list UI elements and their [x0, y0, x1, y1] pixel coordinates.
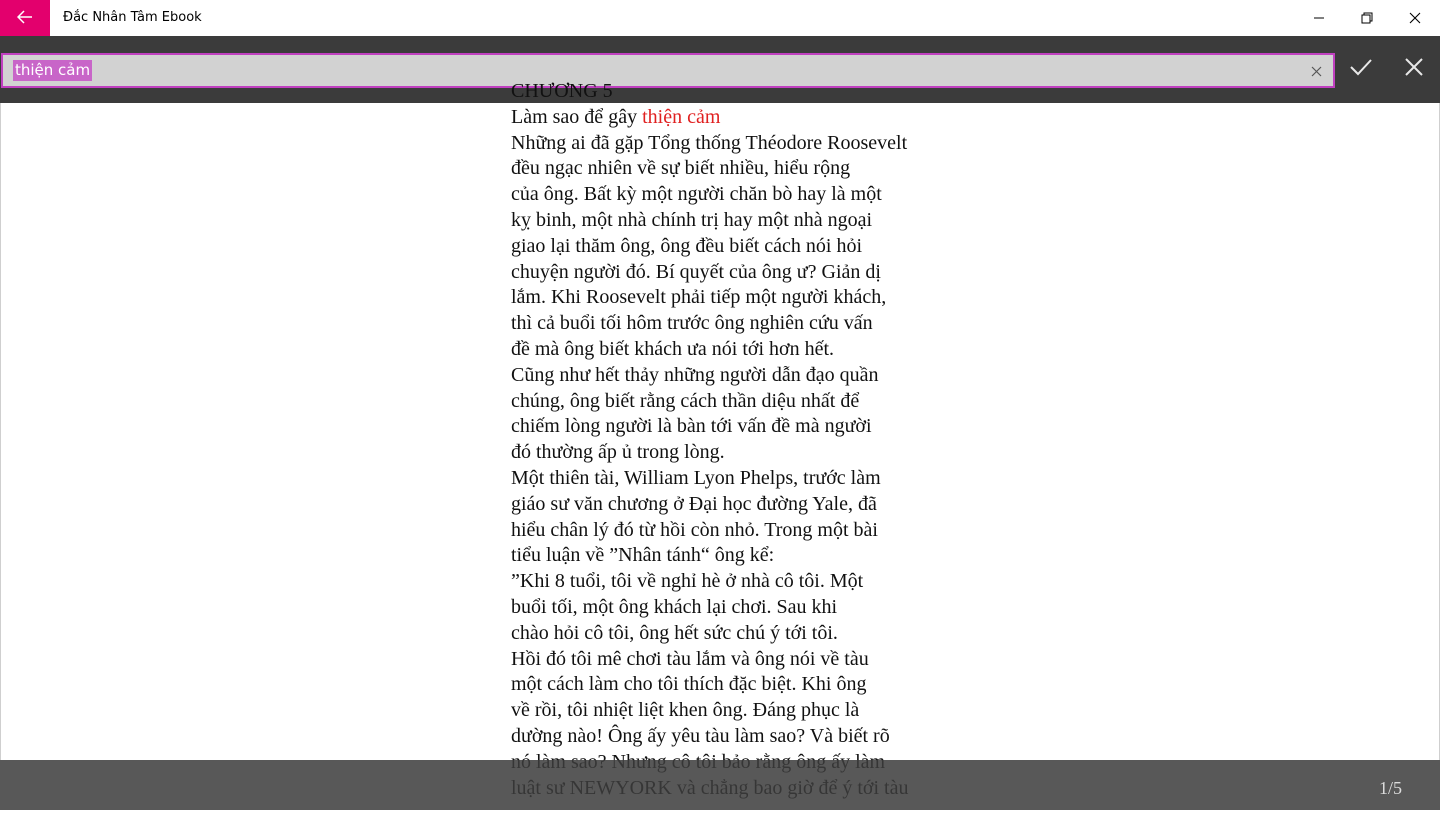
text-line: chuyện người đó. Bí quyết của ông ư? Giản dị: [511, 260, 881, 283]
text-line: đó thường ấp ủ trong lòng.: [511, 441, 725, 464]
text-line: dường nào! Ông ấy yêu tàu làm sao? Và biết rõ: [511, 724, 890, 747]
back-button[interactable]: [0, 0, 50, 36]
text-line: ”Khi 8 tuổi, tôi về nghỉ hè ở nhà cô tôi. Một: [511, 570, 864, 593]
text-line: lắm. Khi Roosevelt phải tiếp một người khách,: [511, 286, 887, 309]
text-line: buổi tối, một ông khách lại chơi. Sau khi: [511, 595, 838, 618]
back-arrow-icon: [17, 9, 33, 28]
close-window-button[interactable]: [1392, 0, 1438, 36]
text-line: đều ngạc nhiên về sự biết nhiều, hiểu rộng: [511, 157, 851, 180]
text-line: hiểu chân lý đó từ hồi còn nhỏ. Trong một bài: [511, 518, 878, 541]
text-line: Những ai đã gặp Tổng thống Théodore Roosevelt: [511, 131, 908, 154]
text-line: chiếm lòng người là bàn tới vấn đề mà người: [511, 415, 872, 438]
text-line: về rồi, tôi nhiệt liệt khen ông. Đáng phục là: [511, 699, 860, 722]
restore-icon: [1361, 9, 1373, 28]
book-text: [511, 79, 971, 801]
minimize-icon: [1313, 9, 1325, 28]
clear-search-button[interactable]: [1307, 62, 1325, 80]
text-line: tiểu luận về ”Nhân tánh“ ông kể:: [511, 544, 775, 567]
minimize-button[interactable]: [1296, 0, 1342, 36]
restore-button[interactable]: [1344, 0, 1390, 36]
page-indicator: 1/5: [1378, 778, 1402, 798]
text-line: giáo sư văn chương ở Đại học đường Yale, đã: [511, 492, 877, 515]
close-search-button[interactable]: [1397, 54, 1431, 84]
text-line: chúng, ông biết rằng cách thần diệu nhất để: [511, 389, 860, 412]
checkmark-icon: [1350, 58, 1372, 80]
text-line: đề mà ông biết khách ưa nói tới hơn hết.: [511, 337, 835, 360]
text-line: Hồi đó tôi mê chơi tàu lắm và ông nói về tàu: [511, 647, 869, 670]
heading-text: Làm sao để gây: [511, 105, 643, 128]
search-input-value: thiện cảm: [15, 61, 91, 79]
close-icon: [1409, 9, 1421, 28]
text-line: một cách làm cho tôi thích đặc biệt. Khi ông: [511, 673, 867, 696]
reading-page[interactable]: [0, 80, 1440, 760]
text-line: của ông. Bất kỳ một người chăn bò hay là một: [511, 183, 882, 206]
clear-icon: [1311, 62, 1322, 81]
text-line: Cũng như hết thảy những người dẫn đạo quần: [511, 363, 879, 386]
search-match-highlight: thiện cảm: [642, 105, 721, 128]
text-line: giao lại thăm ông, ông đều biết cách nói hỏi: [511, 234, 863, 257]
bottom-bar: [0, 760, 1440, 810]
close-icon: [1405, 58, 1423, 80]
title-bar: [0, 0, 1440, 36]
window-title: Đắc Nhân Tâm Ebook: [63, 10, 202, 25]
text-line: kỵ binh, một nhà chính trị hay một nhà ngoại: [511, 208, 873, 231]
text-line: thì cả buổi tối hôm trước ông nghiên cứu vấn: [511, 312, 873, 335]
chapter-title: CHƯƠNG 5: [511, 80, 613, 102]
text-line: chào hỏi cô tôi, ông hết sức chú ý tới tôi.: [511, 621, 838, 644]
text-line: Một thiên tài, William Lyon Phelps, trước làm: [511, 466, 881, 489]
chapter-heading: [511, 105, 971, 131]
accept-search-button[interactable]: [1344, 54, 1378, 84]
